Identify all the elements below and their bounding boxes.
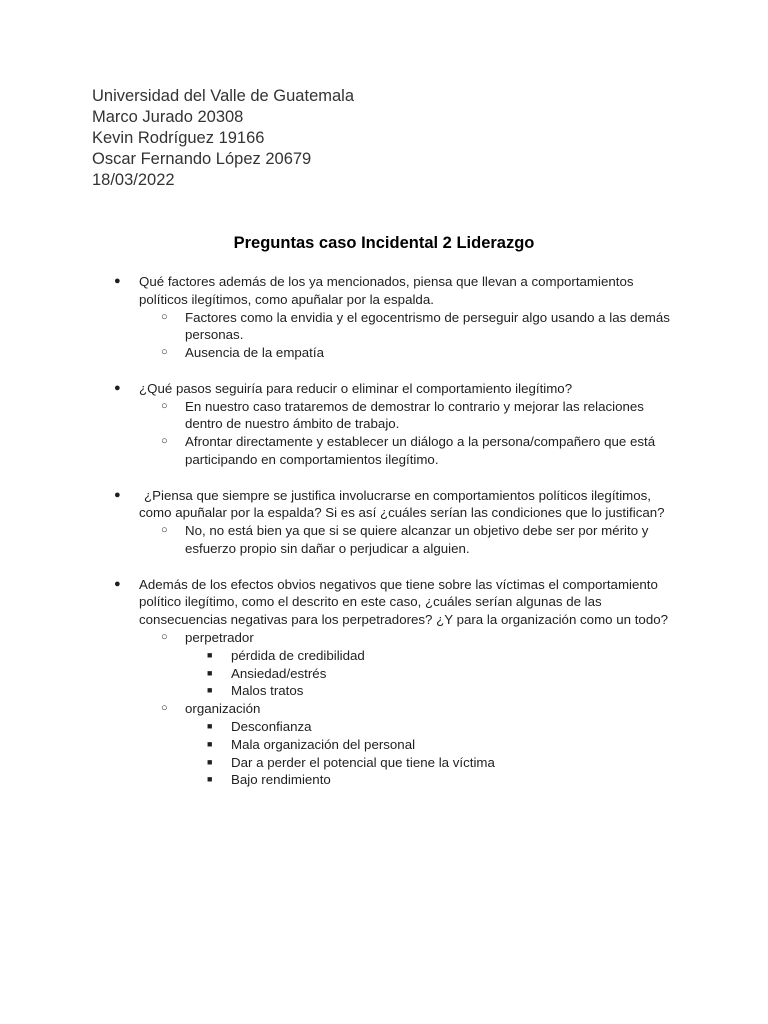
circle-bullet-icon: ○ xyxy=(161,310,168,323)
question-item xyxy=(114,487,679,558)
answer-text: En nuestro caso trataremos de demostrar lo contrario y mejorar las relaciones dentro de nuestro ámbito de trabajo. xyxy=(185,398,644,432)
answer-item xyxy=(161,522,679,558)
group-label: perpetrador xyxy=(185,629,254,645)
answer-text: Mala organización del personal xyxy=(231,736,416,752)
square-bullet-icon: ■ xyxy=(207,774,213,785)
answer-group xyxy=(161,629,679,647)
bullet-icon: ● xyxy=(114,275,121,287)
question-text: ¿Piensa que siempre se justifica involucrarse en comportamientos políticos ilegítimos, como apuñalar por la espalda? Si es así ¿cuáles serían las condiciones que lo justifican? xyxy=(139,487,665,521)
question-text: Además de los efectos obvios negativos que tiene sobre las víctimas el comportamiento político ilegítimo, como el descrito en este caso, ¿cuáles serían algunas de las consecuencias negativas para los perpetradores? ¿Y para la organización como un todo? xyxy=(139,576,669,628)
square-bullet-icon: ■ xyxy=(207,649,213,660)
question-item xyxy=(114,380,679,469)
circle-bullet-icon: ○ xyxy=(161,702,168,715)
circle-bullet-icon: ○ xyxy=(161,399,168,412)
answer-item xyxy=(207,771,679,789)
answer-item xyxy=(207,647,679,665)
question-item xyxy=(114,576,679,790)
circle-bullet-icon: ○ xyxy=(161,346,168,359)
answer-item xyxy=(161,398,679,434)
author-line: Oscar Fernando López 20679 xyxy=(92,150,312,168)
answer-text: Malos tratos xyxy=(231,683,304,699)
bullet-icon: ● xyxy=(114,577,121,590)
answer-item xyxy=(207,718,679,736)
circle-bullet-icon: ○ xyxy=(161,630,168,643)
question-text: ¿Qué pasos seguiría para reducir o eliminar el comportamiento ilegítimo? xyxy=(139,380,573,396)
answer-group xyxy=(161,700,679,718)
document-date: 18/03/2022 xyxy=(92,171,175,189)
answer-text: Afrontar directamente y establecer un diálogo a la persona/compañero que está participando en comportamientos ilegítimo. xyxy=(185,434,656,467)
answer-text: Factores como la envidia y el egocentrismo de perseguir algo usando a las demás personas. xyxy=(185,309,670,343)
author-line: Marco Jurado 20308 xyxy=(92,108,244,126)
answer-item xyxy=(161,344,679,362)
university-name: Universidad del Valle de Guatemala xyxy=(92,87,355,105)
answer-text: Dar a perder el potencial que tiene la víctima xyxy=(231,754,495,770)
answer-text: Bajo rendimiento xyxy=(231,772,331,788)
answer-text: Desconfianza xyxy=(231,718,312,734)
document-title: Preguntas caso Incidental 2 Liderazgo xyxy=(233,234,535,252)
answer-item xyxy=(161,309,679,345)
question-item xyxy=(114,273,679,362)
answer-item xyxy=(207,682,679,700)
author-line: Kevin Rodríguez 19166 xyxy=(92,129,265,147)
square-bullet-icon: ■ xyxy=(207,720,213,731)
answer-item xyxy=(207,665,679,683)
question-text: Qué factores además de los ya mencionados, piensa que llevan a comportamientos políticos ilegítimos, como apuñalar por la espalda. xyxy=(139,274,634,307)
square-bullet-icon: ■ xyxy=(207,738,213,749)
document-header xyxy=(92,86,354,191)
square-bullet-icon: ■ xyxy=(207,756,213,767)
answer-item xyxy=(161,433,679,469)
answer-text: pérdida de credibilidad xyxy=(231,647,365,663)
answer-text: Ansiedad/estrés xyxy=(231,665,327,681)
circle-bullet-icon: ○ xyxy=(161,435,168,448)
circle-bullet-icon: ○ xyxy=(161,524,168,537)
bullet-icon: ● xyxy=(114,488,121,501)
answer-item xyxy=(207,736,679,754)
square-bullet-icon: ■ xyxy=(207,685,213,696)
answer-text: No, no está bien ya que si se quiere alcanzar un objetivo debe ser por mérito y esfuerzo propio sin dañar o perjudicar a alguien. xyxy=(185,523,649,556)
answer-item xyxy=(207,754,679,772)
question-list xyxy=(114,273,679,807)
bullet-icon: ● xyxy=(114,381,121,394)
answer-text: Ausencia de la empatía xyxy=(185,345,324,361)
group-label: organización xyxy=(185,701,261,717)
square-bullet-icon: ■ xyxy=(207,667,213,678)
